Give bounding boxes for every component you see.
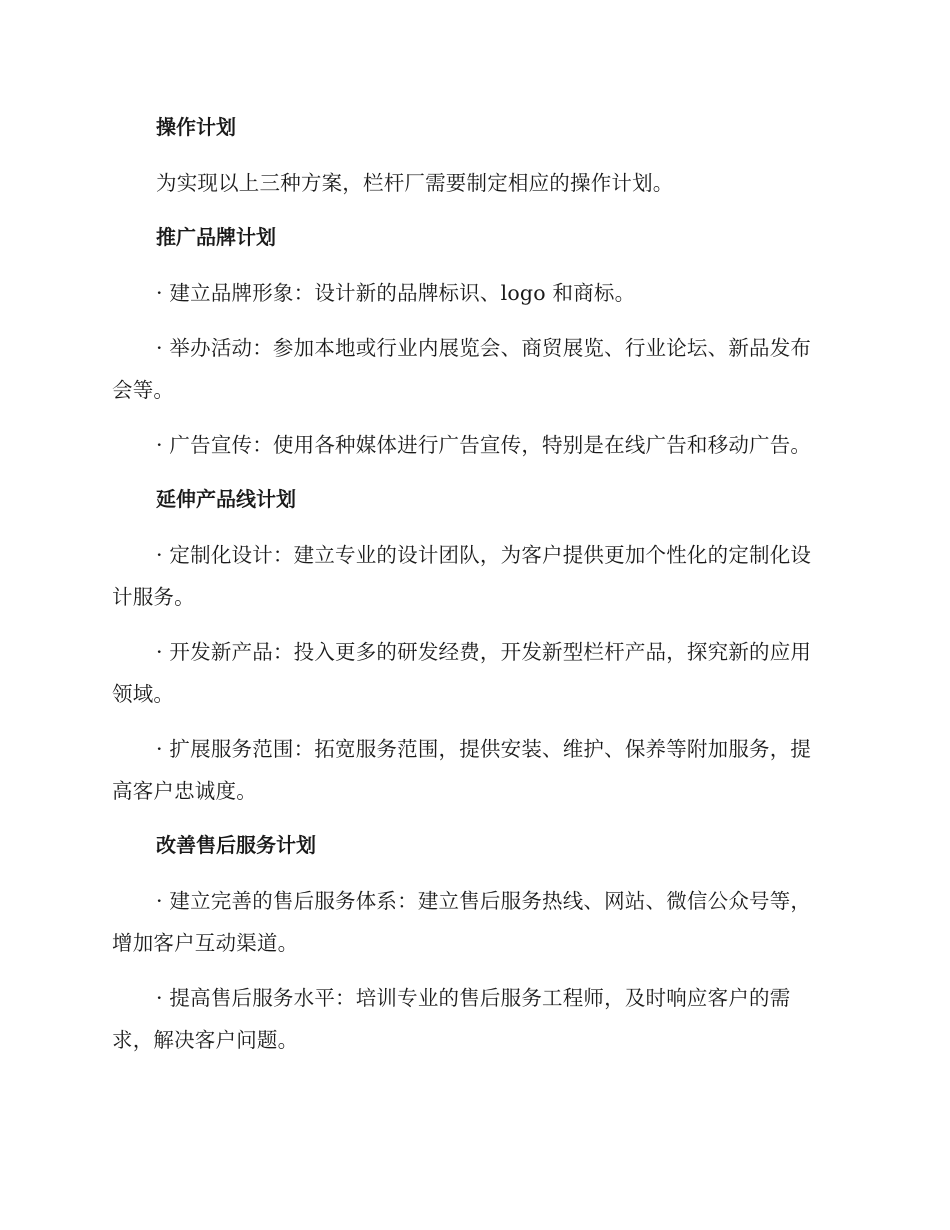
heading-brand-plan: 推广品牌计划 bbox=[156, 225, 276, 249]
product-item-new-products: · 开发新产品：投入更多的研发经费，开发新型栏杆产品，探究新的应用领域。 bbox=[112, 640, 812, 706]
product-item-custom-design: · 定制化设计：建立专业的设计团队，为客户提供更加个性化的定制化设计服务。 bbox=[112, 543, 812, 609]
service-item-system: · 建立完善的售后服务体系：建立售后服务热线、网站、微信公众号等，增加客户互动渠道。 bbox=[112, 889, 812, 955]
brand-item-advertising: · 广告宣传：使用各种媒体进行广告宣传，特别是在线广告和移动广告。 bbox=[156, 433, 812, 457]
heading-operation-plan: 操作计划 bbox=[156, 115, 236, 139]
heading-after-sales-plan: 改善售后服务计划 bbox=[156, 833, 316, 857]
heading-product-line-plan: 延伸产品线计划 bbox=[156, 487, 296, 511]
service-item-level: · 提高售后服务水平：培训专业的售后服务工程师，及时响应客户的需求，解决客户问题。 bbox=[112, 986, 791, 1052]
intro-paragraph: 为实现以上三种方案，栏杆厂需要制定相应的操作计划。 bbox=[156, 171, 674, 195]
brand-item-events: · 举办活动：参加本地或行业内展览会、商贸展览、行业论坛、新品发布会等。 bbox=[112, 336, 812, 402]
document-page bbox=[112, 107, 824, 1074]
product-item-service-scope: · 扩展服务范围：拓宽服务范围，提供安装、维护、保养等附加服务，提高客户忠诚度。 bbox=[112, 737, 812, 803]
brand-item-image: · 建立品牌形象：设计新的品牌标识、logo 和商标。 bbox=[156, 281, 636, 305]
